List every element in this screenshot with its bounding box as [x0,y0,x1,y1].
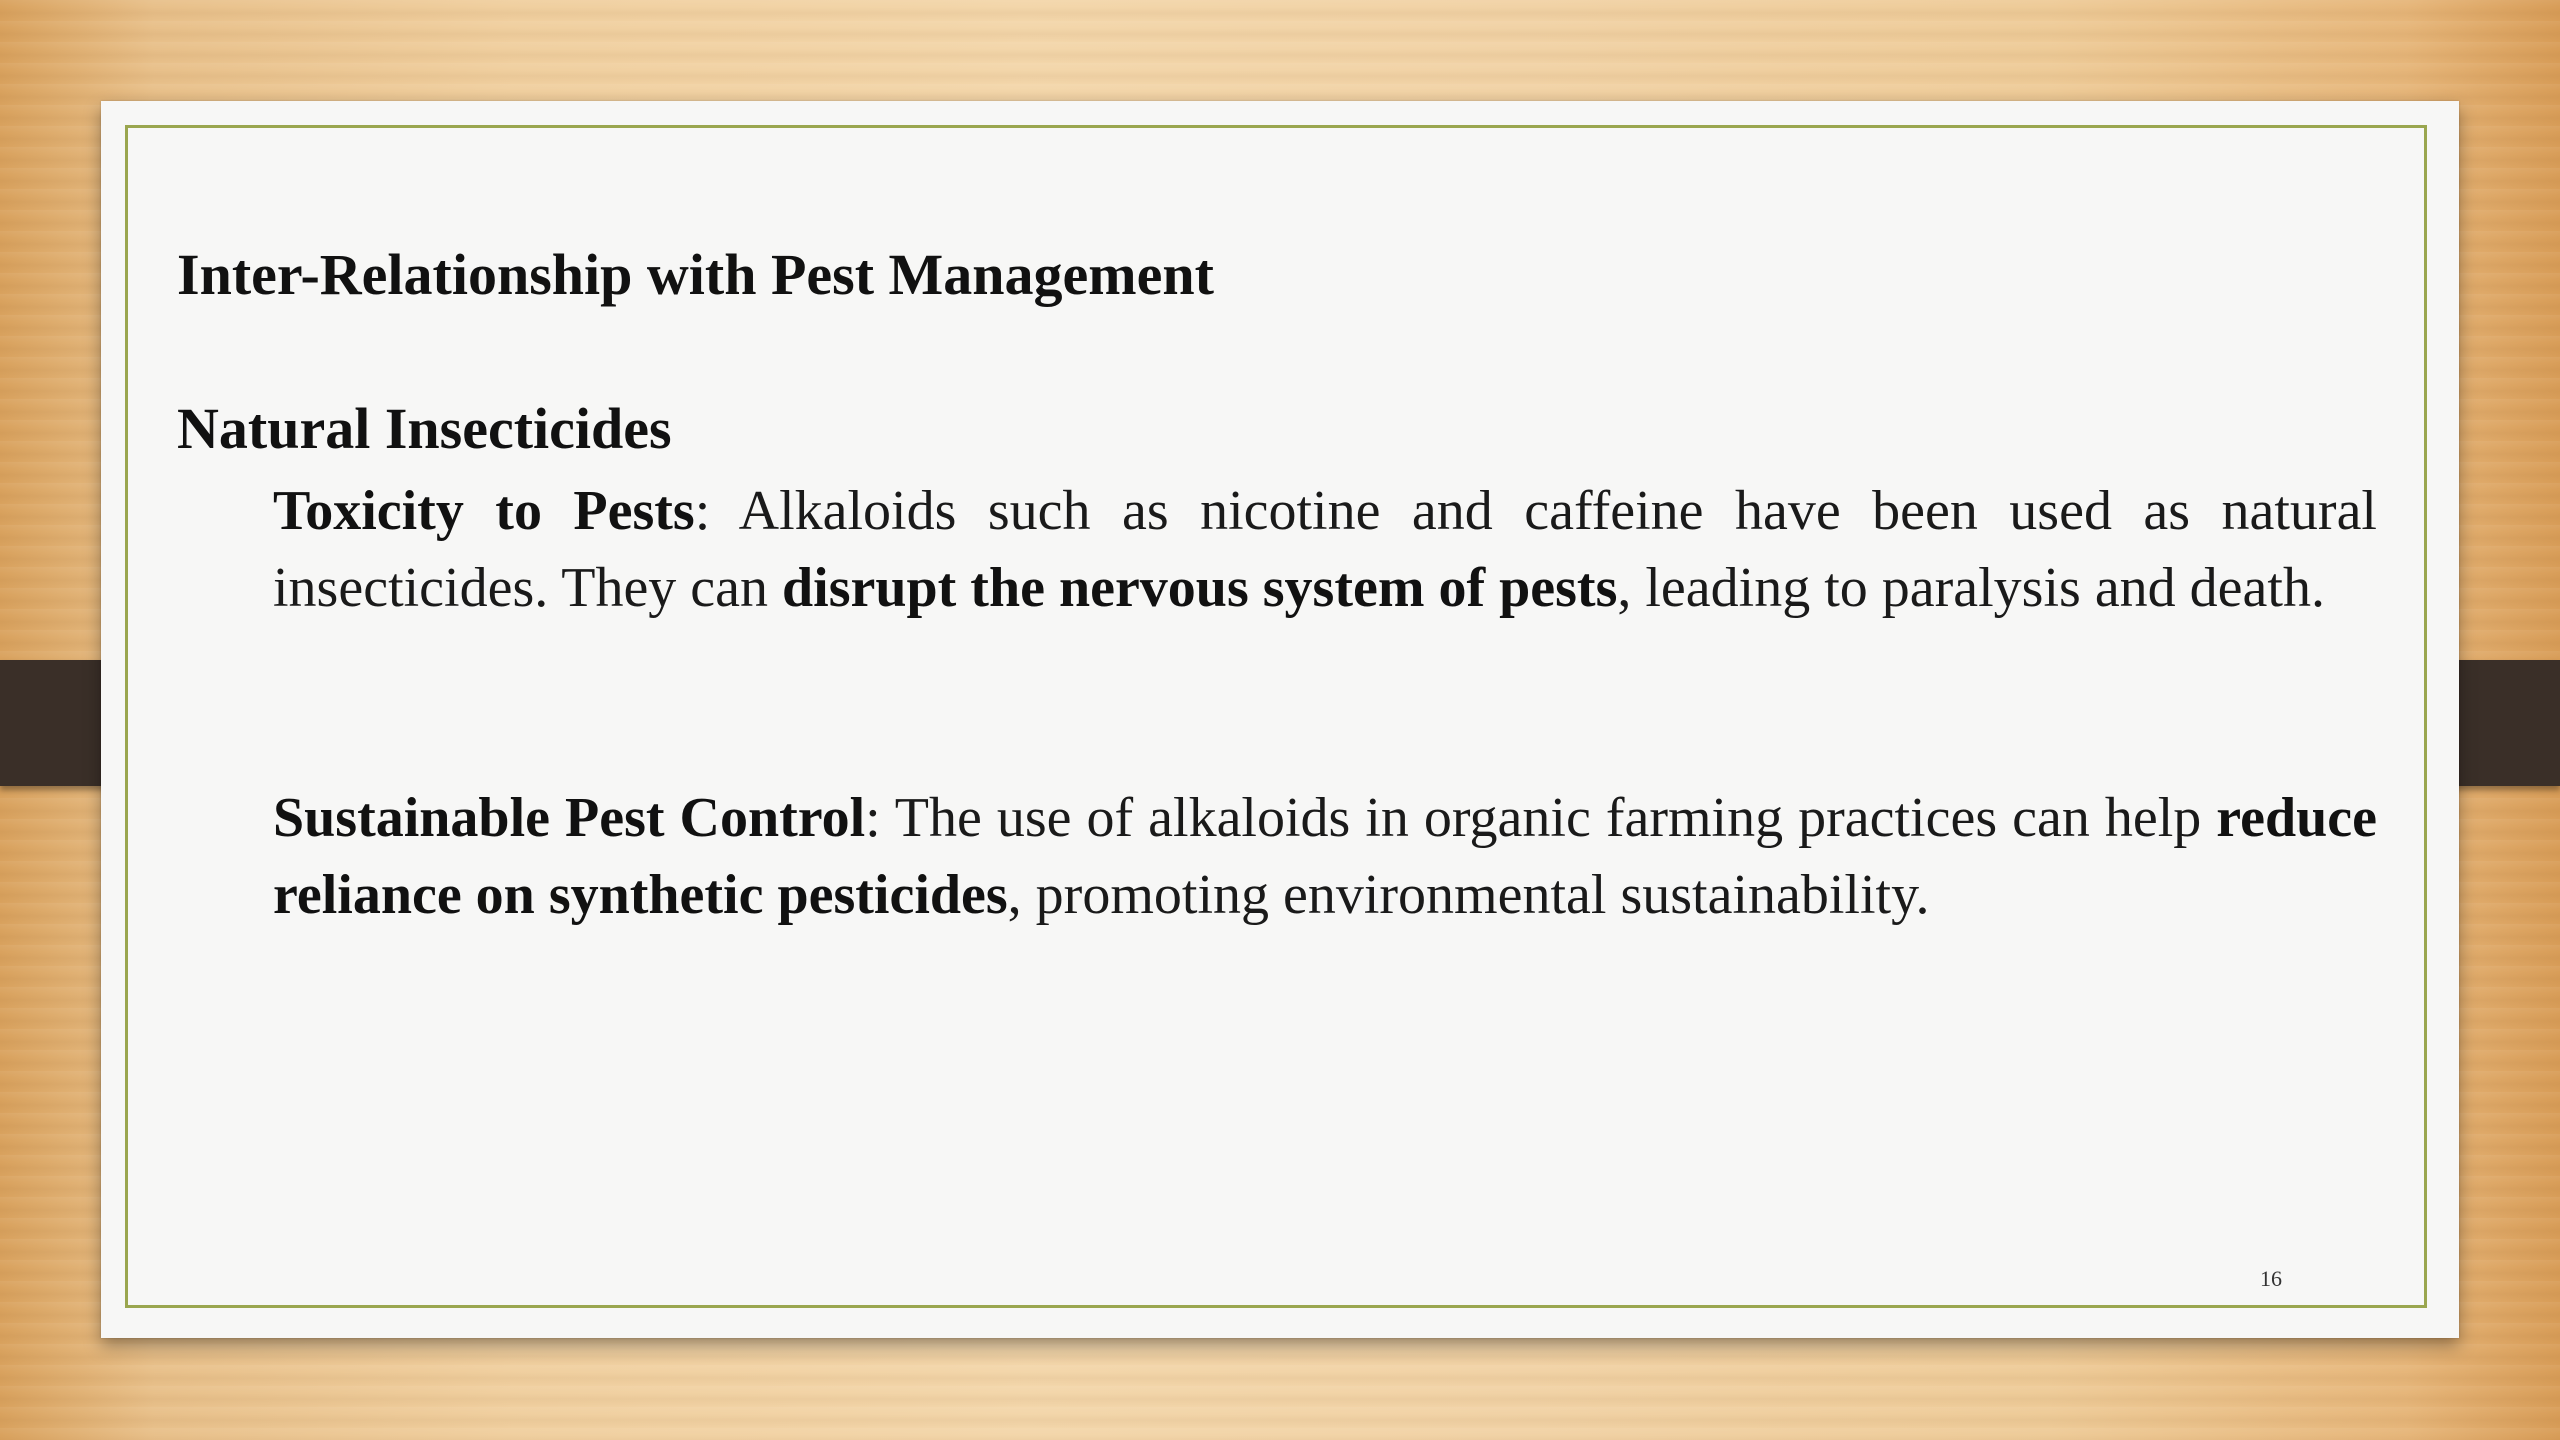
point-term: Sustainable Pest Control [273,787,866,849]
point-colon: : [694,480,711,542]
point-text: , leading to paralysis and death. [1617,557,2325,619]
point-term: Toxicity to Pests [273,480,695,542]
page-number: 16 [2260,1266,2282,1291]
slide [101,101,2459,1338]
point-emphasis: disrupt the nervous system of pests [782,557,1618,619]
point-text: Alkaloids such as nicotine and caffeine have been used as natural insecticides. They can [273,480,2377,619]
point-text: , promoting environmental sustainability. [1007,864,1930,926]
point-colon: : [865,787,881,849]
point-emphasis: reduce reliance on synthetic pesticides [273,787,2377,926]
slide-title: Inter-Relationship with Pest Management [177,242,1214,307]
point-text: The use of alkaloids in organic farming practices can help [880,787,2217,849]
point-toxicity-to-pests [273,473,2377,627]
point-sustainable-pest-control [273,780,2377,934]
section-heading: Natural Insecticides [177,396,672,461]
